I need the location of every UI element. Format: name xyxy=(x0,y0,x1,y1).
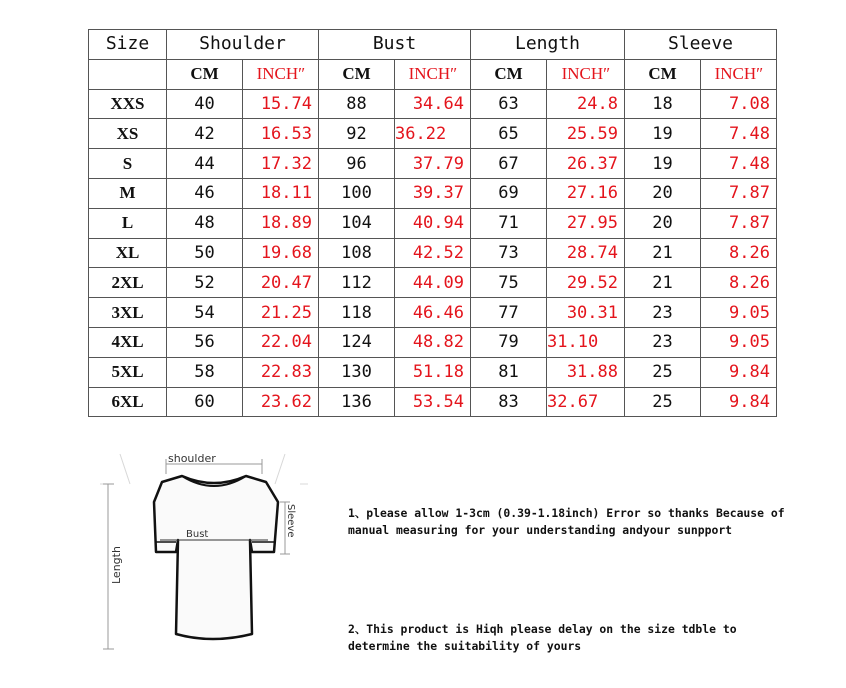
sleeve-label: Sleeve xyxy=(285,504,296,538)
bust-inch-cell: 40.94 xyxy=(395,208,471,238)
unit-cm: CM xyxy=(625,59,701,89)
size-cell: L xyxy=(89,208,167,238)
size-chart-table xyxy=(88,29,777,417)
length-cm-cell: 77 xyxy=(471,298,547,328)
unit-inch: INCHʺ xyxy=(243,59,319,89)
table-row xyxy=(89,149,777,179)
table-row xyxy=(89,89,777,119)
length-inch-cell: 27.95 xyxy=(547,208,625,238)
sleeve-cm-cell: 21 xyxy=(625,268,701,298)
sleeve-inch-cell: 9.84 xyxy=(701,387,777,417)
length-cm-cell: 71 xyxy=(471,208,547,238)
size-cell: XXS xyxy=(89,89,167,119)
shoulder-cm-cell: 58 xyxy=(167,357,243,387)
sleeve-cm-cell: 18 xyxy=(625,89,701,119)
bust-cm-cell: 100 xyxy=(319,178,395,208)
sleeve-inch-cell: 7.87 xyxy=(701,208,777,238)
shoulder-inch-cell: 23.62 xyxy=(243,387,319,417)
shoulder-inch-cell: 15.74 xyxy=(243,89,319,119)
header-sleeve: Sleeve xyxy=(625,30,777,60)
length-cm-cell: 75 xyxy=(471,268,547,298)
shoulder-inch-cell: 21.25 xyxy=(243,298,319,328)
note-size-table: 2、This product is Hiqh please delay on the size tdble to determine the suitability of yours xyxy=(348,622,737,653)
table-row xyxy=(89,208,777,238)
size-cell: S xyxy=(89,149,167,179)
bust-inch-cell: 34.64 xyxy=(395,89,471,119)
size-cell: 4XL xyxy=(89,327,167,357)
bust-cm-cell: 108 xyxy=(319,238,395,268)
unit-cm: CM xyxy=(167,59,243,89)
shoulder-cm-cell: 56 xyxy=(167,327,243,357)
size-cell: XS xyxy=(89,119,167,149)
bust-cm-cell: 118 xyxy=(319,298,395,328)
tshirt-outline-svg xyxy=(100,444,310,664)
length-cm-cell: 79 xyxy=(471,327,547,357)
bust-inch-cell: 42.52 xyxy=(395,238,471,268)
sleeve-cm-cell: 19 xyxy=(625,149,701,179)
bust-inch-cell: 46.46 xyxy=(395,298,471,328)
sleeve-inch-cell: 9.05 xyxy=(701,298,777,328)
length-inch-cell: 24.8 xyxy=(547,89,625,119)
table-row xyxy=(89,178,777,208)
bust-inch-cell: 48.82 xyxy=(395,327,471,357)
length-cm-cell: 83 xyxy=(471,387,547,417)
bust-cm-cell: 124 xyxy=(319,327,395,357)
length-inch-cell: 29.52 xyxy=(547,268,625,298)
tshirt-measurement-diagram xyxy=(100,444,310,664)
shoulder-inch-cell: 22.83 xyxy=(243,357,319,387)
sleeve-inch-cell: 7.87 xyxy=(701,178,777,208)
table-row xyxy=(89,298,777,328)
table-row xyxy=(89,268,777,298)
size-cell: 2XL xyxy=(89,268,167,298)
unit-inch: INCHʺ xyxy=(395,59,471,89)
length-inch-cell: 31.88 xyxy=(547,357,625,387)
sleeve-cm-cell: 25 xyxy=(625,387,701,417)
bust-inch-cell: 39.37 xyxy=(395,178,471,208)
shoulder-inch-cell: 16.53 xyxy=(243,119,319,149)
bust-cm-cell: 88 xyxy=(319,89,395,119)
sleeve-cm-cell: 25 xyxy=(625,357,701,387)
shoulder-cm-cell: 50 xyxy=(167,238,243,268)
sleeve-cm-cell: 20 xyxy=(625,178,701,208)
length-cm-cell: 63 xyxy=(471,89,547,119)
header-shoulder: Shoulder xyxy=(167,30,319,60)
sleeve-cm-cell: 23 xyxy=(625,327,701,357)
shoulder-cm-cell: 60 xyxy=(167,387,243,417)
header-bust: Bust xyxy=(319,30,471,60)
length-inch-cell: 30.31 xyxy=(547,298,625,328)
bust-inch-cell: 36.22 xyxy=(395,119,471,149)
bust-label: Bust xyxy=(186,529,209,540)
length-cm-cell: 67 xyxy=(471,149,547,179)
header-length: Length xyxy=(471,30,625,60)
shoulder-inch-cell: 22.04 xyxy=(243,327,319,357)
bust-inch-cell: 37.79 xyxy=(395,149,471,179)
length-inch-cell: 26.37 xyxy=(547,149,625,179)
shoulder-cm-cell: 48 xyxy=(167,208,243,238)
shoulder-cm-cell: 44 xyxy=(167,149,243,179)
size-cell: M xyxy=(89,178,167,208)
bust-cm-cell: 136 xyxy=(319,387,395,417)
length-cm-cell: 73 xyxy=(471,238,547,268)
unit-inch: INCHʺ xyxy=(701,59,777,89)
length-inch-cell: 25.59 xyxy=(547,119,625,149)
length-inch-cell: 32.67 xyxy=(547,387,625,417)
length-label: Length xyxy=(110,546,123,584)
table-row xyxy=(89,238,777,268)
bust-cm-cell: 92 xyxy=(319,119,395,149)
sleeve-inch-cell: 8.26 xyxy=(701,238,777,268)
length-cm-cell: 69 xyxy=(471,178,547,208)
shoulder-cm-cell: 52 xyxy=(167,268,243,298)
bust-cm-cell: 112 xyxy=(319,268,395,298)
table-row xyxy=(89,119,777,149)
bust-inch-cell: 51.18 xyxy=(395,357,471,387)
length-inch-cell: 28.74 xyxy=(547,238,625,268)
length-cm-cell: 65 xyxy=(471,119,547,149)
unit-row xyxy=(89,59,777,89)
length-inch-cell: 27.16 xyxy=(547,178,625,208)
sleeve-inch-cell: 9.84 xyxy=(701,357,777,387)
bust-cm-cell: 130 xyxy=(319,357,395,387)
unit-cm: CM xyxy=(319,59,395,89)
note-measurement-error: 1、please allow 1-3cm (0.39-1.18inch) Error so thanks Because of manual measuring for your understanding andyour sunpport xyxy=(348,506,785,537)
sleeve-cm-cell: 20 xyxy=(625,208,701,238)
unit-blank xyxy=(89,59,167,89)
sleeve-inch-cell: 7.08 xyxy=(701,89,777,119)
sleeve-inch-cell: 8.26 xyxy=(701,268,777,298)
bust-cm-cell: 96 xyxy=(319,149,395,179)
sleeve-cm-cell: 21 xyxy=(625,238,701,268)
header-size: Size xyxy=(89,30,167,60)
shoulder-inch-cell: 20.47 xyxy=(243,268,319,298)
sleeve-inch-cell: 7.48 xyxy=(701,149,777,179)
shoulder-inch-cell: 18.11 xyxy=(243,178,319,208)
size-cell: 6XL xyxy=(89,387,167,417)
header-row xyxy=(89,30,777,60)
shoulder-cm-cell: 54 xyxy=(167,298,243,328)
length-cm-cell: 81 xyxy=(471,357,547,387)
sleeve-inch-cell: 7.48 xyxy=(701,119,777,149)
shoulder-cm-cell: 46 xyxy=(167,178,243,208)
sleeve-cm-cell: 19 xyxy=(625,119,701,149)
size-cell: 3XL xyxy=(89,298,167,328)
size-cell: XL xyxy=(89,238,167,268)
shoulder-cm-cell: 40 xyxy=(167,89,243,119)
shoulder-inch-cell: 18.89 xyxy=(243,208,319,238)
size-cell: 5XL xyxy=(89,357,167,387)
bust-inch-cell: 44.09 xyxy=(395,268,471,298)
shoulder-inch-cell: 19.68 xyxy=(243,238,319,268)
shoulder-cm-cell: 42 xyxy=(167,119,243,149)
table-row xyxy=(89,387,777,417)
bust-inch-cell: 53.54 xyxy=(395,387,471,417)
shoulder-label: shoulder xyxy=(168,452,216,465)
table-row xyxy=(89,357,777,387)
sleeve-cm-cell: 23 xyxy=(625,298,701,328)
sleeve-inch-cell: 9.05 xyxy=(701,327,777,357)
bust-cm-cell: 104 xyxy=(319,208,395,238)
unit-inch: INCHʺ xyxy=(547,59,625,89)
shoulder-inch-cell: 17.32 xyxy=(243,149,319,179)
table-row xyxy=(89,327,777,357)
length-inch-cell: 31.10 xyxy=(547,327,625,357)
unit-cm: CM xyxy=(471,59,547,89)
